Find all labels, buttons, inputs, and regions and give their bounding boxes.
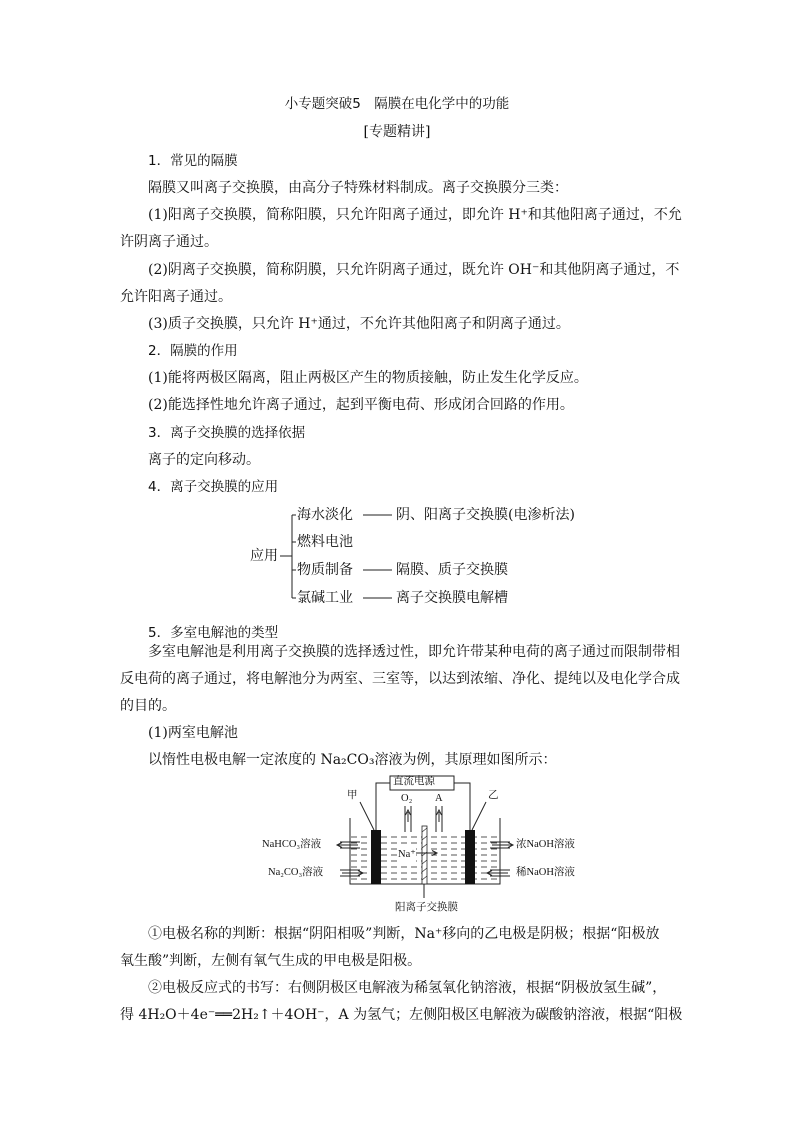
section-3-heading: 3．离子交换膜的选择依据: [148, 425, 306, 441]
paragraph: 允许阳离子通过。: [120, 289, 232, 305]
sodium-ion-label: Na⁺: [398, 849, 416, 860]
paragraph: ①电极名称的判断：根据“阴阳相吸”判断，Na⁺移向的乙电极是阴极；根据“阳极放: [148, 926, 660, 942]
paragraph: 离子的定向移动。: [148, 452, 260, 468]
paragraph: (1)阳离子交换膜，简称阳膜，只允许阳离子通过，即允许 H⁺和其他阳离子通过，不允: [148, 207, 682, 223]
section-5-heading: 5．多室电解池的类型: [148, 625, 279, 641]
electrolysis-cell-diagram: [260, 774, 590, 922]
conc-naoh-label: 浓NaOH溶液: [516, 839, 575, 850]
paragraph: 的目的。: [120, 698, 176, 714]
tree-detail: 离子交换膜电解槽: [396, 590, 508, 606]
dilute-naoh-label: 稀NaOH溶液: [516, 867, 575, 878]
tree-item: 物质制备: [297, 562, 353, 578]
section-2-heading: 2．隔膜的作用: [148, 343, 238, 359]
tree-detail: 隔膜、质子交换膜: [396, 562, 508, 578]
page-title: 小专题突破5 隔膜在电化学中的功能: [284, 96, 510, 112]
tree-item: 海水淡化: [297, 507, 353, 523]
tree-root: 应用: [250, 548, 278, 564]
anode-label: 甲: [347, 790, 358, 801]
paragraph: 多室电解池是利用离子交换膜的选择透过性，即允许带某种电荷的离子通过而限制带相: [148, 644, 680, 660]
oxygen-label: O₂: [401, 793, 413, 804]
paragraph: 氧生酸”判断，左侧有氧气生成的甲电极是阳极。: [120, 953, 422, 969]
paragraph: (1)能将两极区隔离，阻止两极区产生的物质接触，防止发生化学反应。: [148, 370, 588, 386]
paragraph: 隔膜又叫离子交换膜，由高分子特殊材料制成。离子交换膜分三类：: [148, 180, 568, 196]
paragraph: 以惰性电极电解一定浓度的 Na₂CO₃溶液为例，其原理如图所示：: [148, 752, 557, 768]
paragraph: (2)阴离子交换膜，简称阴膜，只允许阴离子通过，既允许 OH⁻和其他阴离子通过，不: [148, 262, 680, 278]
membrane-label: 阳离子交换膜: [395, 902, 458, 913]
na2co3-solution-label: Na₂CO₃溶液: [268, 867, 324, 878]
cathode-label: 乙: [488, 790, 499, 801]
application-tree: [250, 500, 580, 612]
paragraph: 得 4H₂O＋4e⁻══2H₂↑＋4OH⁻，A 为氢气；左侧阳极区电解液为碳酸钠溶液，根据“阳极: [120, 1007, 683, 1023]
paragraph: 反电荷的离子通过，将电解池分为两室、三室等，以达到浓缩、净化、提纯以及电化学合成: [120, 671, 680, 687]
power-supply-label: 直流电源: [393, 776, 435, 787]
tree-item: 氯碱工业: [297, 590, 353, 606]
paragraph: 许阴离子通过。: [120, 234, 218, 250]
tree-detail: 阴、阳离子交换膜(电渗析法): [396, 507, 575, 523]
paragraph: (3)质子交换膜，只允许 H⁺通过，不允许其他阳离子和阴离子通过。: [148, 316, 570, 332]
tree-item: 燃料电池: [297, 534, 353, 550]
gas-a-label: A: [435, 793, 443, 804]
paragraph: (1)两室电解池: [148, 725, 238, 741]
nahco3-solution-label: NaHCO₃溶液: [262, 839, 322, 850]
section-4-heading: 4．离子交换膜的应用: [148, 479, 279, 495]
section-tag: [专题精讲]: [363, 124, 431, 140]
paragraph: (2)能选择性地允许离子通过，起到平衡电荷、形成闭合回路的作用。: [148, 397, 574, 413]
paragraph: ②电极反应式的书写：右侧阴极区电解液为稀氢氧化钠溶液，根据“阴极放氢生碱”，: [148, 980, 667, 996]
section-1-heading: 1．常见的隔膜: [148, 153, 238, 169]
